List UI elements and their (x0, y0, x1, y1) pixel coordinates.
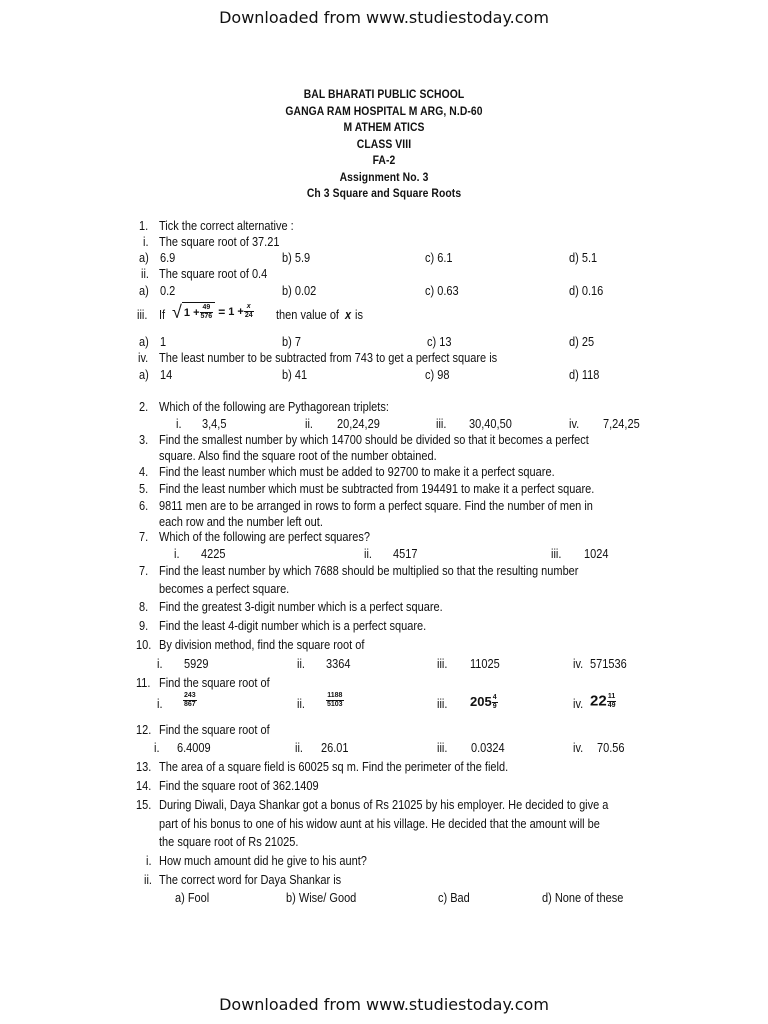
question-text-continued: square. Also find the square root of the number obtained. (159, 449, 437, 463)
option-4: 70.56 (597, 741, 625, 755)
assessment-title: FA-2 (372, 155, 396, 167)
option-d: d) 5.1 (569, 251, 598, 265)
question-text: Which of the following are Pythagorean triplets: (159, 400, 389, 414)
option-c: c) Bad (438, 891, 470, 905)
subquestion-prefix: If (159, 308, 166, 322)
fraction-denominator: 576 (200, 313, 213, 320)
option-number: ii. (297, 657, 305, 671)
question-number: 8. (139, 600, 149, 614)
option-number: iv. (569, 417, 580, 431)
subquestion-number: ii. (144, 873, 152, 887)
option-d: d) 0.16 (569, 284, 604, 298)
subquestion-suffix: then value of (276, 308, 340, 322)
question-text-continued: part of his bonus to one of his widow aunt at his village. He decided that the amount will be (159, 817, 600, 831)
fraction-numerator: 1188 (327, 692, 343, 699)
rhs-one: 1 + (228, 305, 244, 318)
option-a: a) Fool (175, 891, 210, 905)
option-4: 571536 (590, 657, 627, 671)
question-number: 6. (139, 499, 149, 513)
option-3: 11025 (470, 657, 500, 671)
mixed-whole: 22 (590, 692, 607, 710)
option-d: d) 118 (569, 368, 600, 382)
option-number: i. (154, 741, 160, 755)
fraction-option-1 (183, 692, 197, 709)
subject-title: M ATHEM ATICS (343, 122, 425, 134)
option-number: iii. (551, 547, 562, 561)
download-banner-top[interactable]: Downloaded from www.studiestoday.com (219, 8, 549, 27)
assignment-title: Assignment No. 3 (339, 171, 429, 184)
subquestion-text: How much amount did he give to his aunt? (159, 854, 367, 868)
mixed-number-option-3 (470, 694, 498, 711)
class-title: CLASS VIII (356, 138, 412, 151)
option-c: c) 6.1 (425, 251, 453, 265)
radical-equation (172, 302, 254, 321)
option-number: i. (157, 697, 163, 711)
option-a: 1 (160, 335, 167, 349)
option-number: iv. (573, 697, 584, 711)
option-number: ii. (305, 417, 313, 431)
fraction-numerator: 4 (492, 694, 497, 701)
square-root-symbol: √ (172, 301, 182, 322)
question-text: Find the square root of (159, 676, 270, 690)
question-text: Which of the following are perfect squares? (159, 530, 370, 544)
option-a: 0.2 (160, 284, 176, 298)
option-2: 3364 (326, 657, 351, 671)
question-text: Tick the correct alternative : (159, 219, 294, 233)
option-c: c) 98 (425, 368, 450, 382)
option-3: 0.0324 (471, 741, 505, 755)
question-number: 2. (139, 400, 149, 414)
question-number: 4. (139, 465, 149, 479)
option-label: a) (139, 284, 149, 298)
subquestion-number: iii. (137, 308, 148, 322)
question-number: 9. (139, 619, 149, 633)
question-number: 12. (136, 723, 152, 737)
question-number: 5. (139, 482, 149, 496)
option-2: 4517 (393, 547, 418, 561)
question-text-continued: the square root of Rs 21025. (159, 835, 299, 849)
option-b: b) 7 (282, 335, 301, 349)
option-c: c) 13 (427, 335, 452, 349)
equals-sign: = (218, 304, 226, 319)
option-number: ii. (297, 697, 305, 711)
subquestion-end: is (355, 308, 363, 322)
option-number: iii. (436, 417, 447, 431)
subquestion-text: The square root of 0.4 (159, 267, 268, 281)
subquestion-text: The least number to be subtracted from 743 to get a perfect square is (159, 351, 498, 365)
option-b: b) 5.9 (282, 251, 311, 265)
option-3: 30,40,50 (469, 417, 512, 431)
option-c: c) 0.63 (425, 284, 459, 298)
option-number: iv. (573, 657, 584, 671)
question-text-continued: each row and the number left out. (159, 515, 323, 529)
option-3: 1024 (584, 547, 609, 561)
school-name: BAL BHARATI PUBLIC SCHOOL (303, 89, 465, 101)
option-1: 3,4,5 (202, 417, 227, 431)
option-number: iii. (437, 741, 448, 755)
subquestion-text: The correct word for Daya Shankar is (159, 873, 342, 887)
chapter-title: Ch 3 Square and Square Roots (306, 188, 462, 200)
option-1: 4225 (201, 547, 226, 561)
option-4: 7,24,25 (603, 417, 640, 431)
question-number: 7. (139, 530, 149, 544)
radicand-one: 1 + (183, 306, 200, 319)
question-text: During Diwali, Daya Shankar got a bonus of Rs 21025 by his employer. He decided to give a (159, 798, 609, 812)
option-number: ii. (295, 741, 303, 755)
question-number: 10. (136, 638, 152, 652)
subquestion-number: ii. (141, 267, 149, 281)
option-number: i. (174, 547, 180, 561)
question-text: Find the least number which must be added to 92700 to make it a perfect square. (159, 465, 555, 479)
option-number: i. (157, 657, 163, 671)
option-d: d) 25 (569, 335, 595, 349)
option-label: a) (139, 251, 149, 265)
question-number: 7. (139, 564, 149, 578)
variable-x: x (345, 308, 352, 322)
option-a: 6.9 (160, 251, 176, 265)
question-text-continued: becomes a perfect square. (159, 582, 290, 596)
fraction-denominator: 24 (244, 312, 253, 319)
option-number: iii. (437, 657, 448, 671)
fraction-denominator: 49 (607, 702, 616, 709)
question-text: The area of a square field is 60025 sq m. Find the perimeter of the field. (159, 760, 509, 774)
option-2: 26.01 (321, 741, 349, 755)
school-address: GANGA RAM HOSPITAL M ARG, N.D-60 (285, 105, 483, 118)
rhs-fraction (244, 303, 254, 320)
fraction-denominator: 867 (184, 701, 196, 708)
question-number: 13. (136, 760, 152, 774)
question-text: Find the square root of 362.1409 (159, 779, 319, 793)
fraction-numerator: 11 (607, 693, 616, 700)
option-number: iii. (437, 697, 448, 711)
worksheet-header (0, 87, 768, 203)
question-text: 9811 men are to be arranged in rows to form a perfect square. Find the number of men in (159, 499, 593, 513)
subquestion-number: i. (146, 854, 152, 868)
mixed-whole: 205 (470, 693, 492, 709)
question-text: Find the least number by which 7688 should be multiplied so that the resulting number (159, 564, 579, 578)
option-b: b) 41 (282, 368, 308, 382)
option-b: b) Wise/ Good (286, 891, 357, 905)
question-text: Find the square root of (159, 723, 270, 737)
option-label: a) (139, 335, 149, 349)
question-number: 14. (136, 779, 152, 793)
question-number: 11. (136, 676, 151, 690)
download-banner-bottom[interactable]: Downloaded from www.studiestoday.com (219, 995, 549, 1014)
question-number: 15. (136, 798, 152, 812)
option-1: 6.4009 (177, 741, 211, 755)
radicand (182, 302, 215, 321)
question-number: 3. (139, 433, 149, 447)
option-number: i. (176, 417, 182, 431)
option-b: b) 0.02 (282, 284, 317, 298)
question-text: Find the least number which must be subtracted from 194491 to make it a perfect square. (159, 482, 595, 496)
option-1: 5929 (184, 657, 209, 671)
fraction-numerator: 49 (200, 304, 214, 313)
option-number: iv. (573, 741, 584, 755)
option-d: d) None of these (542, 891, 624, 905)
fraction-numerator: x (244, 303, 254, 312)
subquestion-number: i. (143, 235, 149, 249)
mixed-number-option-4 (590, 693, 616, 710)
question-text: Find the smallest number by which 14700 should be divided so that it becomes a perfect (159, 433, 589, 447)
subquestion-number: iv. (138, 351, 149, 365)
question-number: 1. (139, 219, 149, 233)
option-a: 14 (160, 368, 173, 382)
fraction-denominator: 9 (492, 703, 497, 710)
option-label: a) (139, 368, 149, 382)
question-text: Find the greatest 3-digit number which is a perfect square. (159, 600, 443, 614)
fraction-option-2 (326, 692, 344, 709)
option-2: 20,24,29 (337, 417, 380, 431)
fraction-numerator: 243 (184, 692, 196, 699)
subquestion-text: The square root of 37.21 (159, 235, 280, 249)
fraction-denominator: 5103 (327, 701, 343, 708)
question-text: By division method, find the square root of (159, 638, 365, 652)
question-text: Find the least 4-digit number which is a perfect square. (159, 619, 427, 633)
option-number: ii. (364, 547, 372, 561)
radicand-fraction (200, 304, 214, 321)
